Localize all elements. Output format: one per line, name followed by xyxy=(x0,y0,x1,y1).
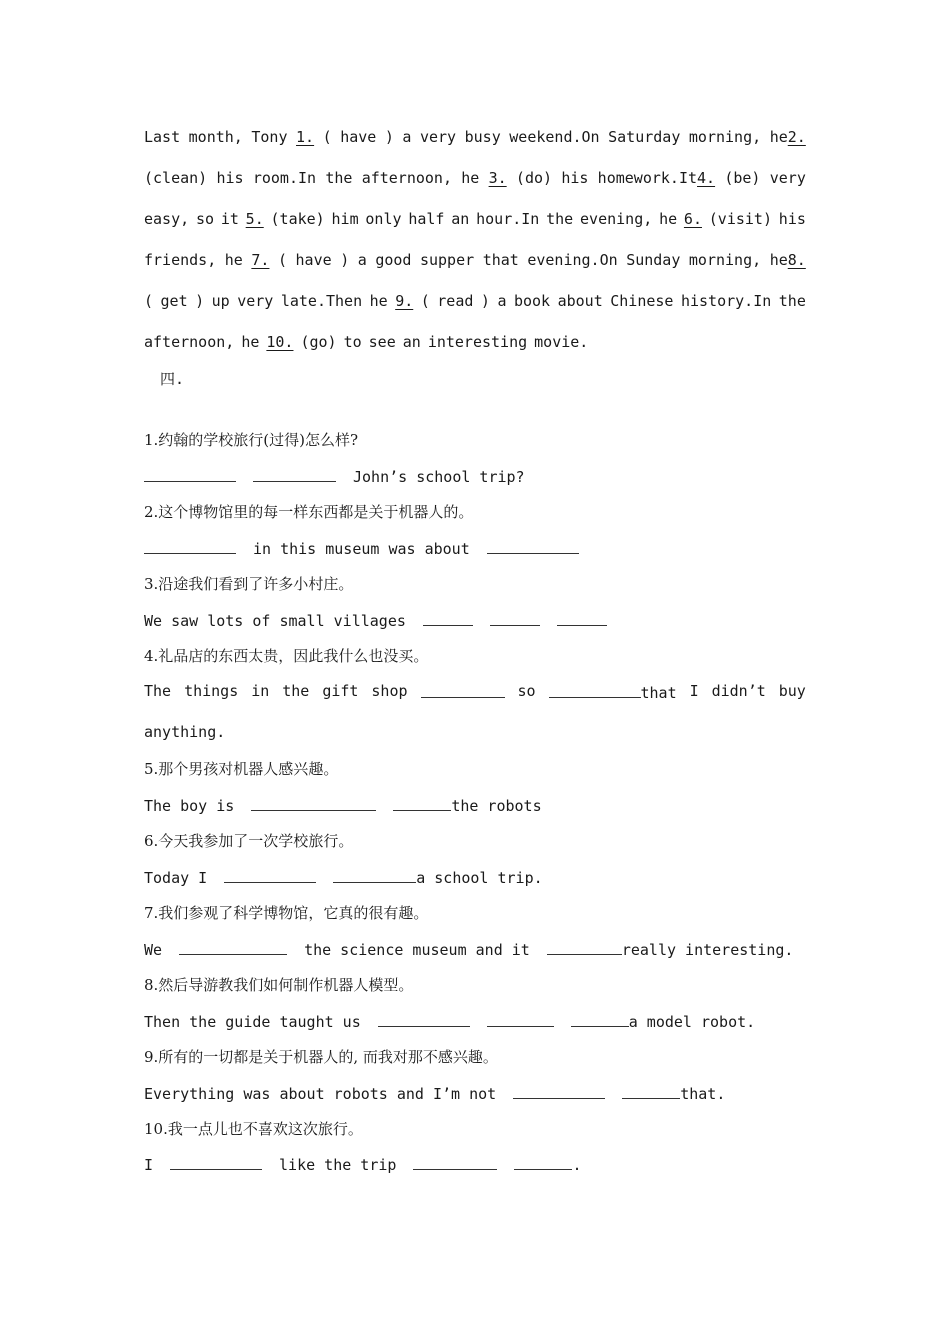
passage-word: ( xyxy=(322,128,332,146)
sentence-text: like the trip xyxy=(279,1156,397,1174)
sentence-text: that. xyxy=(680,1085,726,1103)
passage-word: a xyxy=(402,128,412,146)
sentence-text: We xyxy=(144,941,163,959)
sentence-text: the science museum and it xyxy=(304,941,530,959)
answer-blank[interactable] xyxy=(490,610,540,626)
passage-word: have xyxy=(295,251,332,269)
sentence-text: in this museum was about xyxy=(253,540,470,558)
passage-word: room.In xyxy=(252,169,317,187)
answer-blank[interactable] xyxy=(144,466,236,482)
passage-word: a xyxy=(357,251,367,269)
sentence-word: the xyxy=(282,682,310,700)
passage-word: half xyxy=(408,210,445,228)
passage-word: his xyxy=(216,169,244,187)
blank-number: 1. xyxy=(296,128,315,146)
passage-word: busy xyxy=(464,128,501,146)
question-chinese: 6.今天我参加了一次学校旅行。 xyxy=(144,832,354,850)
passage-word: (take) xyxy=(270,210,325,228)
sentence-text: the robots xyxy=(451,797,542,815)
sentence-word: buy xyxy=(778,682,806,700)
passage-word: very xyxy=(419,128,457,146)
passage-word: ( xyxy=(277,251,287,269)
answer-blank[interactable] xyxy=(423,610,473,626)
passage-line xyxy=(144,117,806,158)
sentence-text: We saw lots of small villages xyxy=(144,612,406,630)
passage-word: history.In xyxy=(680,292,772,310)
question-english-continued: anything. xyxy=(144,723,226,741)
passage-line xyxy=(144,199,806,240)
passage-word: ) xyxy=(480,292,490,310)
passage-word: he xyxy=(224,251,243,269)
question-english xyxy=(144,795,542,815)
passage-word: to xyxy=(343,333,362,351)
sentence-text: Then the guide taught us xyxy=(144,1013,361,1031)
passage-word: Last xyxy=(144,128,181,146)
passage-word: evening.On xyxy=(527,251,618,269)
sentence-word: so xyxy=(517,682,536,700)
sentence-word: didn’t xyxy=(711,682,766,700)
passage-word: so xyxy=(195,210,215,228)
passage-word: about xyxy=(557,292,603,310)
sentence-text: Everything was about robots and I’m not xyxy=(144,1085,497,1103)
question-chinese: 9.所有的一切都是关于机器人的, 而我对那不感兴趣。 xyxy=(144,1048,498,1066)
sentence-text: really interesting. xyxy=(621,941,794,959)
blank-number: 9. xyxy=(395,292,414,310)
answer-blank[interactable] xyxy=(393,795,451,811)
passage-word: Sunday xyxy=(626,251,681,269)
sentence-word: that xyxy=(640,684,677,702)
blank-number: 7. xyxy=(251,251,270,269)
passage-word: Saturday xyxy=(608,128,681,146)
passage-word: afternoon, xyxy=(144,333,235,351)
answer-blank[interactable] xyxy=(547,939,622,955)
passage-word: an xyxy=(402,333,421,351)
passage-word: the xyxy=(778,292,806,310)
answer-blank[interactable] xyxy=(421,682,505,698)
passage-word: up xyxy=(211,292,230,310)
question-chinese: 8.然后导游教我们如何制作机器人模型。 xyxy=(144,976,414,994)
sentence-text: Today I xyxy=(144,869,208,887)
passage-word: ( xyxy=(144,292,154,310)
passage-word: he xyxy=(461,169,480,187)
question-english xyxy=(144,682,806,702)
passage-word: friends, xyxy=(144,251,217,269)
passage-word: month, xyxy=(188,128,243,146)
question-english xyxy=(144,610,607,630)
cloze-passage xyxy=(144,117,806,363)
passage-word: interesting xyxy=(427,333,528,351)
passage-word: his xyxy=(561,169,589,187)
sentence-word: I xyxy=(689,682,699,700)
passage-line xyxy=(144,322,806,363)
passage-word: late.Then xyxy=(280,292,363,310)
passage-word: read xyxy=(437,292,474,310)
answer-blank[interactable] xyxy=(622,1083,680,1099)
passage-word: ) xyxy=(340,251,350,269)
passage-word: it xyxy=(220,210,239,228)
passage-word: have xyxy=(340,128,377,146)
sentence-text: a school trip. xyxy=(416,869,543,887)
sentence-word: in xyxy=(251,682,270,700)
answer-blank[interactable] xyxy=(557,610,607,626)
passage-word: Chinese xyxy=(610,292,674,310)
passage-word: hour.In xyxy=(476,210,540,228)
answer-blank[interactable] xyxy=(333,867,416,883)
passage-word: he xyxy=(241,333,260,351)
passage-word: ( xyxy=(420,292,430,310)
blank-number: 6. xyxy=(683,210,702,228)
question-chinese: 3.沿途我们看到了许多小村庄。 xyxy=(144,575,354,593)
sentence-text: The boy is xyxy=(144,797,235,815)
passage-word: ) xyxy=(195,292,205,310)
sentence-text: John’s school trip? xyxy=(353,468,525,486)
answer-blank[interactable] xyxy=(251,795,376,811)
passage-word: the xyxy=(325,169,353,187)
passage-word: ) xyxy=(384,128,394,146)
passage-line xyxy=(144,158,806,199)
blank-number: 5. xyxy=(245,210,264,228)
passage-word: that xyxy=(482,251,519,269)
passage-word: a xyxy=(497,292,507,310)
question-english xyxy=(144,867,543,887)
answer-blank[interactable] xyxy=(378,1011,470,1027)
answer-blank[interactable] xyxy=(170,1154,262,1170)
passage-word: see xyxy=(368,333,396,351)
passage-word: (go) xyxy=(300,333,337,351)
sentence-text: I xyxy=(144,1156,154,1174)
question-chinese: 5.那个男孩对机器人感兴趣。 xyxy=(144,760,339,778)
passage-word: he xyxy=(659,210,678,228)
answer-blank[interactable] xyxy=(514,1154,572,1170)
sentence-word: shop xyxy=(371,682,408,700)
passage-word: only xyxy=(365,210,402,228)
answer-blank[interactable] xyxy=(144,538,236,554)
blank-number: 3. xyxy=(488,169,507,187)
sentence-word: gift xyxy=(322,682,359,700)
answer-blank[interactable] xyxy=(179,939,287,955)
answer-blank[interactable] xyxy=(487,1011,554,1027)
question-chinese: 1.约翰的学校旅行(过得)怎么样? xyxy=(144,431,359,449)
passage-word: get xyxy=(160,292,188,310)
sentence-word: things xyxy=(184,682,239,700)
answer-blank[interactable] xyxy=(549,682,641,698)
answer-blank[interactable] xyxy=(487,538,579,554)
passage-word: Tony xyxy=(251,128,288,146)
passage-line xyxy=(144,281,806,322)
passage-word: he2. xyxy=(769,128,806,146)
question-english xyxy=(144,1154,581,1174)
passage-word: morning, xyxy=(688,251,762,269)
passage-word: book xyxy=(513,292,551,310)
passage-line xyxy=(144,240,806,281)
blank-number: 4. xyxy=(697,169,716,187)
question-english xyxy=(144,538,579,558)
blank-number: 2. xyxy=(787,128,806,146)
answer-blank[interactable] xyxy=(571,1011,629,1027)
blank-number: 10. xyxy=(266,333,294,351)
passage-word: he xyxy=(369,292,388,310)
passage-word: evening, xyxy=(580,210,653,228)
answer-blank[interactable] xyxy=(224,867,316,883)
passage-word: easy, xyxy=(144,210,190,228)
passage-word: supper xyxy=(419,251,475,269)
passage-word: weekend.On xyxy=(509,128,600,146)
passage-word: afternoon, xyxy=(361,169,452,187)
passage-word: (visit) xyxy=(708,210,772,228)
passage-word: very xyxy=(237,292,274,310)
passage-word: the xyxy=(546,210,574,228)
passage-word: very xyxy=(769,169,806,187)
question-english xyxy=(144,1011,755,1031)
blank-number: 8. xyxy=(787,251,806,269)
passage-word: (clean) xyxy=(144,169,208,187)
question-chinese: 10.我一点儿也不喜欢这次旅行。 xyxy=(144,1120,363,1138)
passage-word: movie. xyxy=(534,333,589,351)
sentence-text: . xyxy=(572,1156,582,1174)
question-english xyxy=(144,1083,725,1103)
question-chinese: 4.礼品店的东西太贵，因此我什么也没买。 xyxy=(144,647,429,665)
passage-word: an xyxy=(451,210,470,228)
answer-blank[interactable] xyxy=(253,466,336,482)
section-label: 四. xyxy=(160,370,185,388)
passage-word: homework.It4. xyxy=(597,169,716,187)
passage-word: he8. xyxy=(769,251,806,269)
sentence-word: The xyxy=(144,682,172,700)
passage-word: him xyxy=(331,210,359,228)
question-chinese: 7.我们参观了科学博物馆，它真的很有趣。 xyxy=(144,904,429,922)
passage-word: (do) xyxy=(515,169,553,187)
passage-word: good xyxy=(375,251,412,269)
passage-word: morning, xyxy=(688,128,762,146)
question-chinese: 2.这个博物馆里的每一样东西都是关于机器人的。 xyxy=(144,503,474,521)
answer-blank[interactable] xyxy=(513,1083,605,1099)
sentence-text: a model robot. xyxy=(628,1013,756,1031)
question-english xyxy=(144,939,793,959)
passage-word: (be) xyxy=(724,169,761,187)
question-english xyxy=(144,466,525,486)
passage-word: his xyxy=(778,210,806,228)
answer-blank[interactable] xyxy=(413,1154,497,1170)
